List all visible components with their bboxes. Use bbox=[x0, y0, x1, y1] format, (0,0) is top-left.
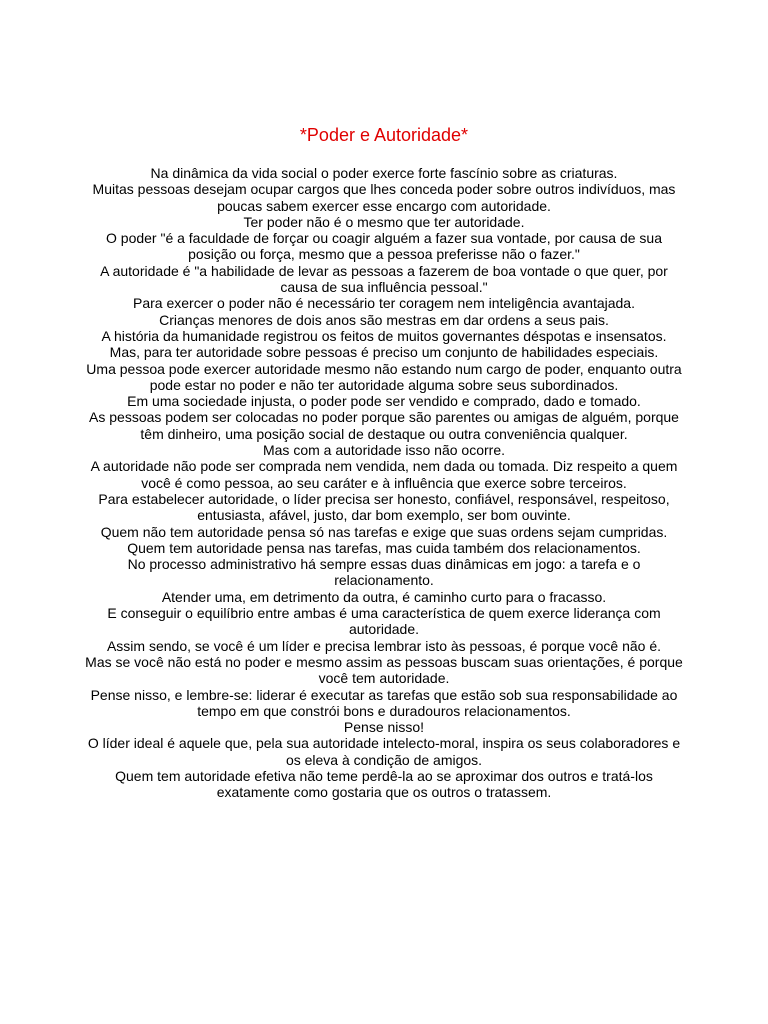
paragraph: Mas, para ter autoridade sobre pessoas é preciso um conjunto de habilidades especiais. bbox=[109, 344, 659, 361]
paragraph: Quem tem autoridade efetiva não teme perdê-la ao se aproximar dos outros e tratá-los exatamente como gostaria que os outros o tratassem. bbox=[115, 767, 653, 801]
paragraph: E conseguir o equilíbrio entre ambas é uma característica de quem exerce liderança com autoridade. bbox=[107, 605, 661, 638]
document-body bbox=[84, 165, 684, 801]
paragraph: No processo administrativo há sempre essas duas dinâmicas em jogo: a tarefa e o relacionamento. bbox=[127, 556, 641, 589]
paragraph: Mas com a autoridade isso não ocorre. bbox=[262, 442, 505, 459]
paragraph: Quem tem autoridade pensa nas tarefas, mas cuida também dos relacionamentos. bbox=[127, 539, 641, 556]
paragraph: Quem não tem autoridade pensa só nas tarefas e exige que suas ordens sejam cumpridas. bbox=[100, 523, 668, 540]
paragraph: Uma pessoa pode exercer autoridade mesmo não estando num cargo de poder, enquanto outra pode estar no poder e não ter autoridade alguma sobre seus subordinados. bbox=[86, 360, 682, 393]
paragraph: A autoridade não pode ser comprada nem vendida, nem dada ou tomada. Diz respeito a quem você é como pessoa, ao seu caráter e à influência que exerce sobre terceiros. bbox=[90, 458, 678, 491]
paragraph: A história da humanidade registrou os feitos de muitos governantes déspotas e insensatos. bbox=[101, 327, 667, 344]
paragraph: O líder ideal é aquele que, pela sua autoridade intelecto-moral, inspira os seus colaboradores e os eleva à condição de amigos. bbox=[87, 735, 681, 768]
paragraph: Pense nisso, e lembre-se: liderar é executar as tarefas que estão sob sua responsabilidade ao tempo em que constrói bons e duradouros relacionamentos. bbox=[90, 686, 678, 719]
paragraph: Pense nisso! bbox=[343, 719, 425, 736]
paragraph: Em uma sociedade injusta, o poder pode ser vendido e comprado, dado e tomado. bbox=[127, 393, 641, 410]
paragraph: O poder "é a faculdade de forçar ou coagir alguém a fazer sua vontade, por causa de sua posição ou força, mesmo que a pessoa preferisse não o fazer." bbox=[106, 230, 662, 263]
paragraph: Mas se você não está no poder e mesmo assim as pessoas buscam suas orientações, é porque você tem autoridade. bbox=[85, 653, 683, 687]
paragraph: Crianças menores de dois anos são mestras em dar ordens a seus pais. bbox=[159, 311, 609, 328]
paragraph: Assim sendo, se você é um líder e precisa lembrar isto às pessoas, é porque você não é. bbox=[106, 637, 662, 654]
paragraph: Na dinâmica da vida social o poder exerce forte fascínio sobre as criaturas. bbox=[150, 165, 618, 181]
paragraph: Para estabelecer autoridade, o líder precisa ser honesto, confiável, responsável, respeitoso, entusiasta, afável, justo, dar bom exemplo, ser bom ouvinte. bbox=[98, 490, 670, 524]
paragraph: As pessoas podem ser colocadas no poder porque são parentes ou amigas de alguém, porque têm dinheiro, uma posição social de destaque ou outra conveniência qualquer. bbox=[89, 409, 679, 442]
paragraph: Para exercer o poder não é necessário ter coragem nem inteligência avantajada. bbox=[133, 295, 635, 312]
paragraph: Atender uma, em detrimento da outra, é caminho curto para o fracasso. bbox=[161, 588, 607, 605]
paragraph: Muitas pessoas desejam ocupar cargos que lhes conceda poder sobre outros indivíduos, mas poucas sabem exercer esse encargo com autoridade. bbox=[92, 181, 676, 214]
paragraph: Ter poder não é o mesmo que ter autoridade. bbox=[243, 213, 525, 230]
paragraph: A autoridade é "a habilidade de levar as pessoas a fazerem de boa vontade o que quer, por causa de sua influência pessoal." bbox=[100, 262, 668, 296]
document-title: *Poder e Autoridade* bbox=[299, 125, 469, 145]
